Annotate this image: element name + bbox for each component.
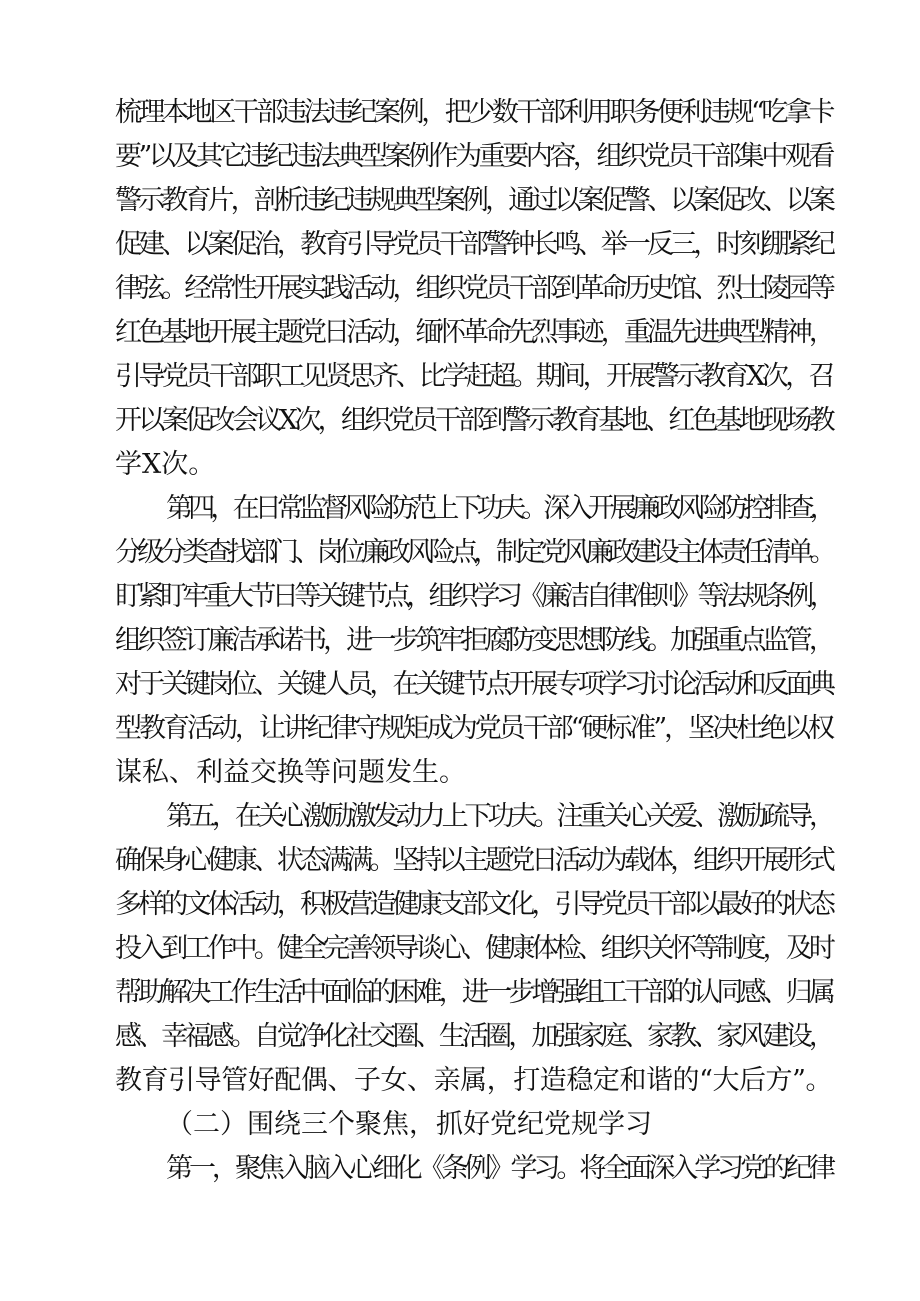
text-line: 谋私、利益交换等问题发生。 — [115, 757, 466, 788]
text-line: 多样的文体活动，积极营造健康支部文化，引导党员干部以最好的状态 — [115, 889, 832, 920]
paragraph-heading-line: 第五，在关心激励激发动力上下功夫。注重关心关爱、激励疏导， — [166, 801, 832, 832]
text-line: 感、幸福感。自觉净化社交圈、生活圈，加强家庭、家教、家风建设， — [115, 1021, 832, 1052]
text-line: 对于关键岗位、关键人员，在关键节点开展专项学习讨论活动和反面典 — [115, 669, 832, 700]
paragraph-heading-line: 第一，聚焦入脑入心细化《条例》学习。将全面深入学习党的纪律 — [166, 1153, 832, 1184]
text-line: 盯紧盯牢重大节日等关键节点，组织学习《廉洁自律准则》等法规条例， — [115, 581, 832, 612]
text-line: 梳理本地区干部违法违纪案例，把少数干部利用职务便利违规“吃拿卡 — [115, 97, 832, 128]
text-line: 组织签订廉洁承诺书，进一步筑牢拒腐防变思想防线。加强重点监管， — [115, 625, 832, 656]
text-line: 投入到工作中。健全完善领导谈心、健康体检、组织关怀等制度，及时 — [115, 933, 832, 964]
text-line: 开以案促改会议X次，组织党员干部到警示教育基地、红色基地现场教 — [115, 405, 832, 436]
text-line: 学X次。 — [115, 449, 216, 480]
text-line: 分级分类查找部门、岗位廉政风险点，制定党风廉政建设主体责任清单。 — [115, 537, 832, 568]
paragraph-heading-line: 第四，在日常监督风险防范上下功夫。深入开展廉政风险防控排查， — [166, 493, 832, 524]
text-line: 促建、以案促治，教育引导党员干部警钟长鸣、举一反三，时刻绷紧纪 — [115, 229, 832, 260]
text-line: 警示教育片，剖析违纪违规典型案例，通过以案促警、以案促改、以案 — [115, 185, 832, 216]
text-line: 型教育活动，让讲纪律守规矩成为党员干部“硬标准”，坚决杜绝以权 — [115, 713, 832, 744]
text-line: 帮助解决工作生活中面临的困难，进一步增强组工干部的认同感、归属 — [115, 977, 832, 1008]
text-line: 律弦。经常性开展实践活动，组织党员干部到革命历史馆、烈士陵园等 — [115, 273, 832, 304]
section-heading: （二）围绕三个聚焦，抓好党纪党规学习 — [166, 1109, 652, 1140]
text-line: 要”以及其它违纪违法典型案例作为重要内容，组织党员干部集中观看 — [115, 141, 832, 172]
text-line: 引导党员干部职工见贤思齐、比学赶超。期间，开展警示教育X次，召 — [115, 361, 832, 392]
text-line: 确保身心健康、状态满满。坚持以主题党日活动为载体，组织开展形式 — [115, 845, 832, 876]
text-line: 红色基地开展主题党日活动，缅怀革命先烈事迹，重温先进典型精神， — [115, 317, 832, 348]
text-line: 教育引导管好配偶、子女、亲属，打造稳定和谐的“大后方”。 — [115, 1065, 832, 1096]
